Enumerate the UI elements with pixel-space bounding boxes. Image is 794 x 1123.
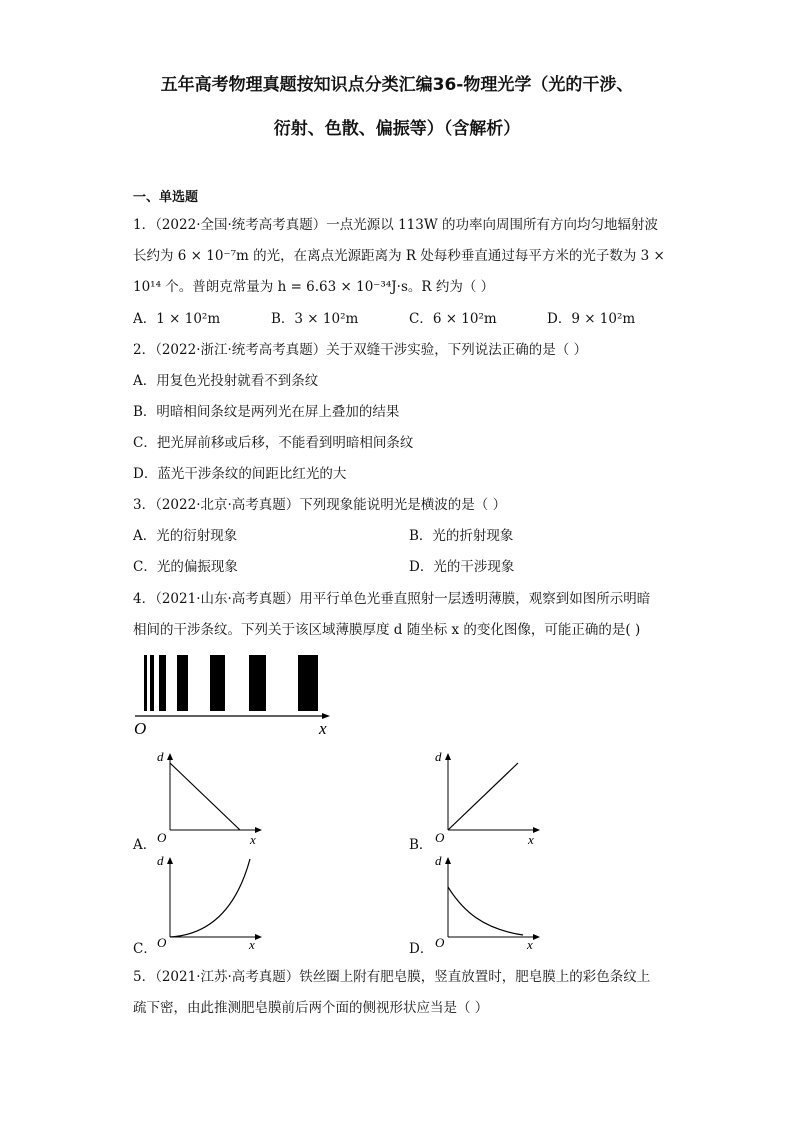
q4-option-b[interactable]: B． [409,837,433,853]
q3-option-d[interactable]: D．光的干涉现象 [409,559,515,575]
graph-d-x-arrow [533,934,540,940]
q1-option-c[interactable]: C．6 × 10²m [409,311,497,327]
q2-option-c[interactable]: C．把光屏前移或后移，不能看到明暗相间条纹 [133,435,414,451]
graph-b[interactable] [428,745,548,845]
graph-b-curve [448,763,518,830]
q2-option-d[interactable]: D．蓝光干涉条纹的间距比红光的大 [133,466,347,482]
q4-line1: 4．（2021·山东·高考真题）用平行单色光垂直照射一层透明薄膜，观察到如图所示明暗 [133,591,651,607]
q1-line1: 1．（2022·全国·统考高考真题）一点光源以 113W 的功率向周围所有方向均匀地辐射波 [133,217,659,233]
q3-line1: 3．（2022·北京·高考真题）下列现象能说明光是横波的是（ ） [133,497,507,513]
graph-b-origin-label: O [435,830,445,845]
graph-d-y-arrow [445,857,451,864]
doc-title-line2: 衍射、色散、偏振等）（含解析） [273,119,521,139]
graph-c-d-label: d [157,853,164,868]
graph-a-x-label: x [250,832,256,845]
graph-d-x-label: x [527,937,533,949]
q1-line3: 10¹⁴ 个。普朗克常量为 h = 6.63 × 10⁻³⁴J·s。R 约为（ ） [133,279,495,295]
graph-a[interactable] [150,745,270,845]
fringe-x-label: x [319,719,327,738]
graph-c-y-arrow [167,857,173,864]
section-heading: 一、单选题 [133,190,199,205]
q4-option-a[interactable]: A． [133,837,157,853]
graph-c-curve [170,859,250,937]
q4-line2: 相间的干涉条纹。下列关于该区域薄膜厚度 d 随坐标 x 的变化图像，可能正确的是( ) [133,622,641,638]
graph-c-x-label: x [249,937,255,949]
graph-d-d-label: d [435,853,442,868]
q4-option-c[interactable]: C． [133,941,157,957]
graph-c-origin-label: O [157,935,167,949]
q3-option-b[interactable]: B．光的折射现象 [409,528,514,544]
graph-a-x-arrow [255,827,262,833]
doc-title-line1: 五年高考物理真题按知识点分类汇编36-物理光学（光的干涉、 [160,75,634,95]
graph-a-y-arrow [167,753,173,760]
fringe-origin-label: O [134,719,147,738]
graph-d-curve [448,887,523,935]
q3-option-c[interactable]: C．光的偏振现象 [133,559,238,575]
graph-a-d-label: d [157,749,164,764]
graph-b-x-arrow [533,827,540,833]
fringe-bar [150,655,154,711]
q1-option-d[interactable]: D．9 × 10²m [547,311,636,327]
graph-a-origin-label: O [157,830,167,845]
fringe-bar [249,655,266,711]
q1-option-b[interactable]: B．3 × 10²m [271,311,359,327]
q2-option-a[interactable]: A．用复色光投射就看不到条纹 [133,373,319,389]
fringe-bar [298,655,318,711]
q2-option-b[interactable]: B．明暗相间条纹是两列光在屏上叠加的结果 [133,404,400,420]
graph-a-curve [170,763,240,830]
graph-c[interactable] [150,849,270,949]
q5-line1: 5．（2021·江苏·高考真题）铁丝圈上附有肥皂膜，竖直放置时，肥皂膜上的彩色条纹上 [133,969,651,985]
graph-b-d-label: d [435,749,442,764]
graph-b-y-arrow [445,753,451,760]
fringe-bar [159,655,166,711]
graph-d[interactable] [428,849,548,949]
q5-line2: 疏下密，由此推测肥皂膜前后两个面的侧视形状应当是（ ） [133,1000,489,1016]
q3-option-a[interactable]: A．光的衍射现象 [133,528,238,544]
q1-option-a[interactable]: A．1 × 10²m [133,311,221,327]
fringe-bar [210,655,225,711]
q1-line2: 长约为 6 × 10⁻⁷m 的光，在离点光源距离为 R 处每秒垂直通过每平方米的光子数为 3 × [133,248,665,264]
q2-line1: 2．（2022·浙江·统考高考真题）关于双缝干涉实验，下列说法正确的是（ ） [133,342,588,358]
fringe-bars [144,655,318,711]
graph-c-x-arrow [255,934,262,940]
fringe-bar [144,655,147,711]
interference-fringes-figure [130,648,340,740]
fringe-bar [177,655,188,711]
q4-option-d[interactable]: D． [409,941,434,957]
graph-b-x-label: x [528,832,534,845]
graph-d-origin-label: O [435,935,445,949]
